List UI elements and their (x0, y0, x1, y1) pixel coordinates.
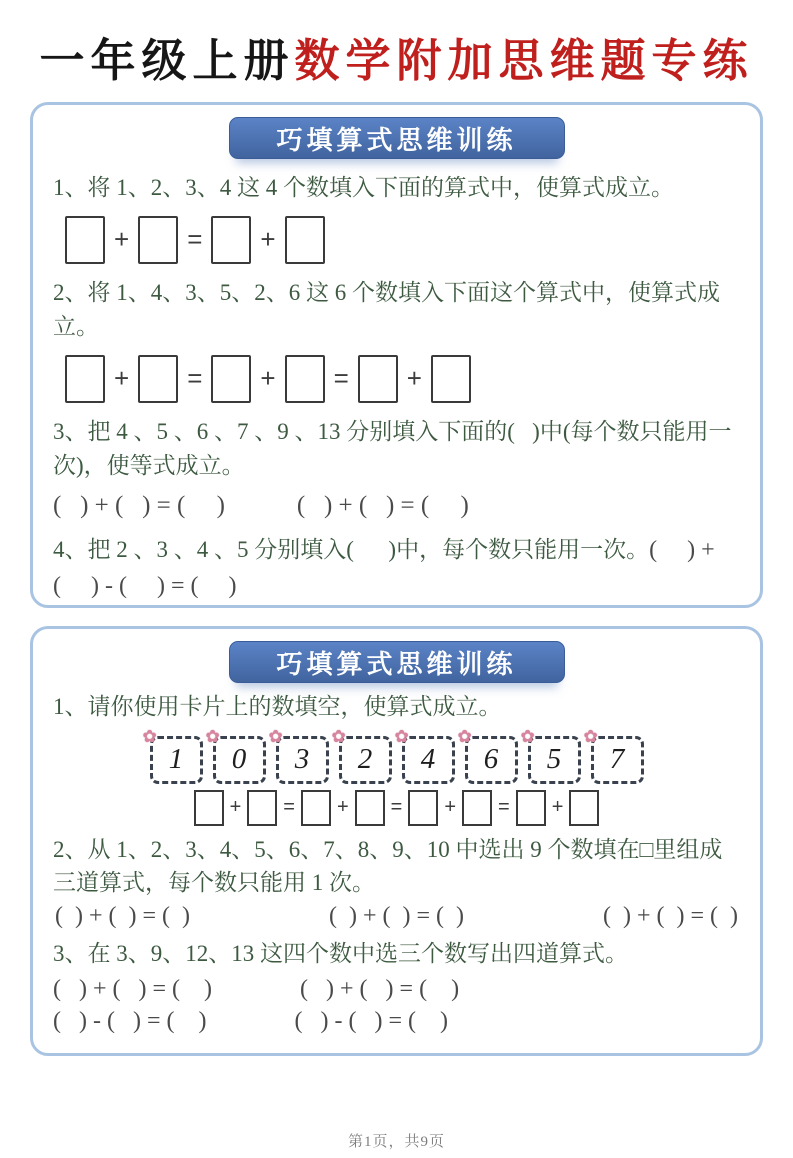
answer-box (301, 790, 331, 826)
answer-box (138, 216, 178, 264)
answer-box (516, 790, 546, 826)
number-card (142, 726, 203, 784)
equation-blank: ( ) - ( ) = ( ) (53, 1007, 207, 1034)
plus-operator: + (551, 796, 564, 819)
equals-operator: = (333, 363, 349, 394)
equation-blank: ( ) + ( ) = ( ) (55, 903, 191, 930)
equation-blank: ( ) - ( ) = ( ) (294, 1007, 448, 1034)
plus-operator: + (406, 363, 422, 394)
plus-operator: + (260, 363, 276, 394)
flower-icon: ✿ (520, 726, 535, 746)
answer-box (194, 790, 224, 826)
question-2-answer-boxes (65, 355, 744, 403)
question-1-text: 1、请你使用卡片上的数填空，使算式成立。 (53, 694, 502, 720)
question-3-minus-equations (53, 1008, 740, 1035)
plus-operator: + (229, 796, 242, 819)
plus-operator: + (260, 224, 276, 255)
answer-box (408, 790, 438, 826)
answer-box (211, 216, 251, 264)
equals-operator: = (498, 796, 510, 819)
number-card (583, 726, 644, 784)
worksheet-card-2 (30, 626, 763, 1056)
answer-box (285, 355, 325, 403)
question-2-equations (55, 903, 738, 930)
number-card-value: 7 (609, 743, 625, 776)
number-card-value: 3 (294, 743, 310, 776)
equation-blank: ( ) + ( ) = ( ) (53, 491, 225, 519)
number-card-value: 5 (546, 743, 562, 776)
number-card-value: 1 (168, 743, 184, 776)
answer-box (462, 790, 492, 826)
answer-box (355, 790, 385, 826)
page-number: 第1页，共9页 (347, 1134, 445, 1150)
answer-box (65, 355, 105, 403)
number-card-value: 4 (420, 743, 436, 776)
equation-blank: ( ) + ( ) - ( ) = ( ) (53, 536, 715, 599)
plus-operator: + (444, 796, 457, 819)
section-header-badge: 巧填算式思维训练 (229, 117, 565, 159)
flower-icon: ✿ (457, 726, 472, 746)
equals-operator: = (390, 796, 403, 819)
equals-operator: = (283, 796, 295, 819)
plus-operator: + (114, 224, 130, 255)
equation-blank: ( ) + ( ) = ( ) (53, 975, 213, 1002)
flower-icon: ✿ (268, 726, 283, 746)
number-card-value: 0 (231, 743, 247, 776)
answer-box (247, 790, 277, 826)
question-3-equations (53, 492, 740, 520)
equation-blank: ( ) + ( ) = ( ) (328, 903, 465, 930)
plus-operator: + (114, 363, 130, 394)
answer-box (211, 355, 251, 403)
number-card (331, 726, 392, 784)
number-card (205, 726, 266, 784)
question-3-plus-equations (53, 976, 740, 1003)
number-card (457, 726, 518, 784)
flower-icon: ✿ (394, 726, 409, 746)
question-2-text: 2、从 1、2、3、4、5、6、7、8、9、10 中选出 9 个数填在□里组成三道算式，每个数只能用 1 次。 (53, 836, 723, 896)
question-4-text (53, 532, 740, 604)
flower-icon: ✿ (583, 726, 598, 746)
plus-operator: + (336, 796, 349, 819)
answer-box (65, 216, 105, 264)
question-1-text: 1、将 1、2、3、4 这 4 个数填入下面的算式中，使算式成立。 (53, 175, 674, 201)
equation-blank: ( ) + ( ) = ( ) (602, 903, 738, 930)
page-title-black: 一年级上册 (39, 36, 295, 86)
equals-operator: = (187, 363, 203, 394)
number-cards-row (49, 726, 744, 784)
equals-operator: = (187, 224, 203, 255)
answer-box (138, 355, 178, 403)
flower-icon: ✿ (142, 726, 157, 746)
flower-icon: ✿ (331, 726, 346, 746)
page-title-red: 数学附加思维题专练 (294, 36, 754, 86)
number-card-value: 2 (357, 743, 373, 776)
number-card (394, 726, 455, 784)
equation-blank: ( ) + ( ) = ( ) (296, 491, 469, 519)
question-4-stem: 4、把 2 、3 、4 、5 分别填入( )中，每个数只能用一次。 (53, 536, 650, 562)
question-2-text: 2、将 1、4、3、5、2、6 这 6 个数填入下面这个算式中，使算式成立。 (53, 279, 720, 340)
number-card (268, 726, 329, 784)
answer-box (569, 790, 599, 826)
worksheet-card-1 (30, 102, 763, 608)
question-3-text: 3、在 3、9、12、13 这四个数中选三个数写出四道算式。 (53, 941, 628, 967)
answer-box (358, 355, 398, 403)
equation-blank: ( ) + ( ) = ( ) (300, 975, 460, 1002)
question-1-answer-boxes (65, 216, 744, 264)
number-card (520, 726, 581, 784)
answer-box (431, 355, 471, 403)
number-card-value: 6 (483, 743, 499, 776)
question-3-text: 3、把 4 、5 、6 、7 、9 、13 分别填入下面的( )中(每个数只能用一 次)，使等式成立。 (53, 418, 732, 479)
section-header-badge: 巧填算式思维训练 (229, 641, 565, 683)
question-1-answer-boxes (49, 790, 744, 826)
answer-box (285, 216, 325, 264)
page-title (0, 36, 793, 86)
flower-icon: ✿ (205, 726, 220, 746)
